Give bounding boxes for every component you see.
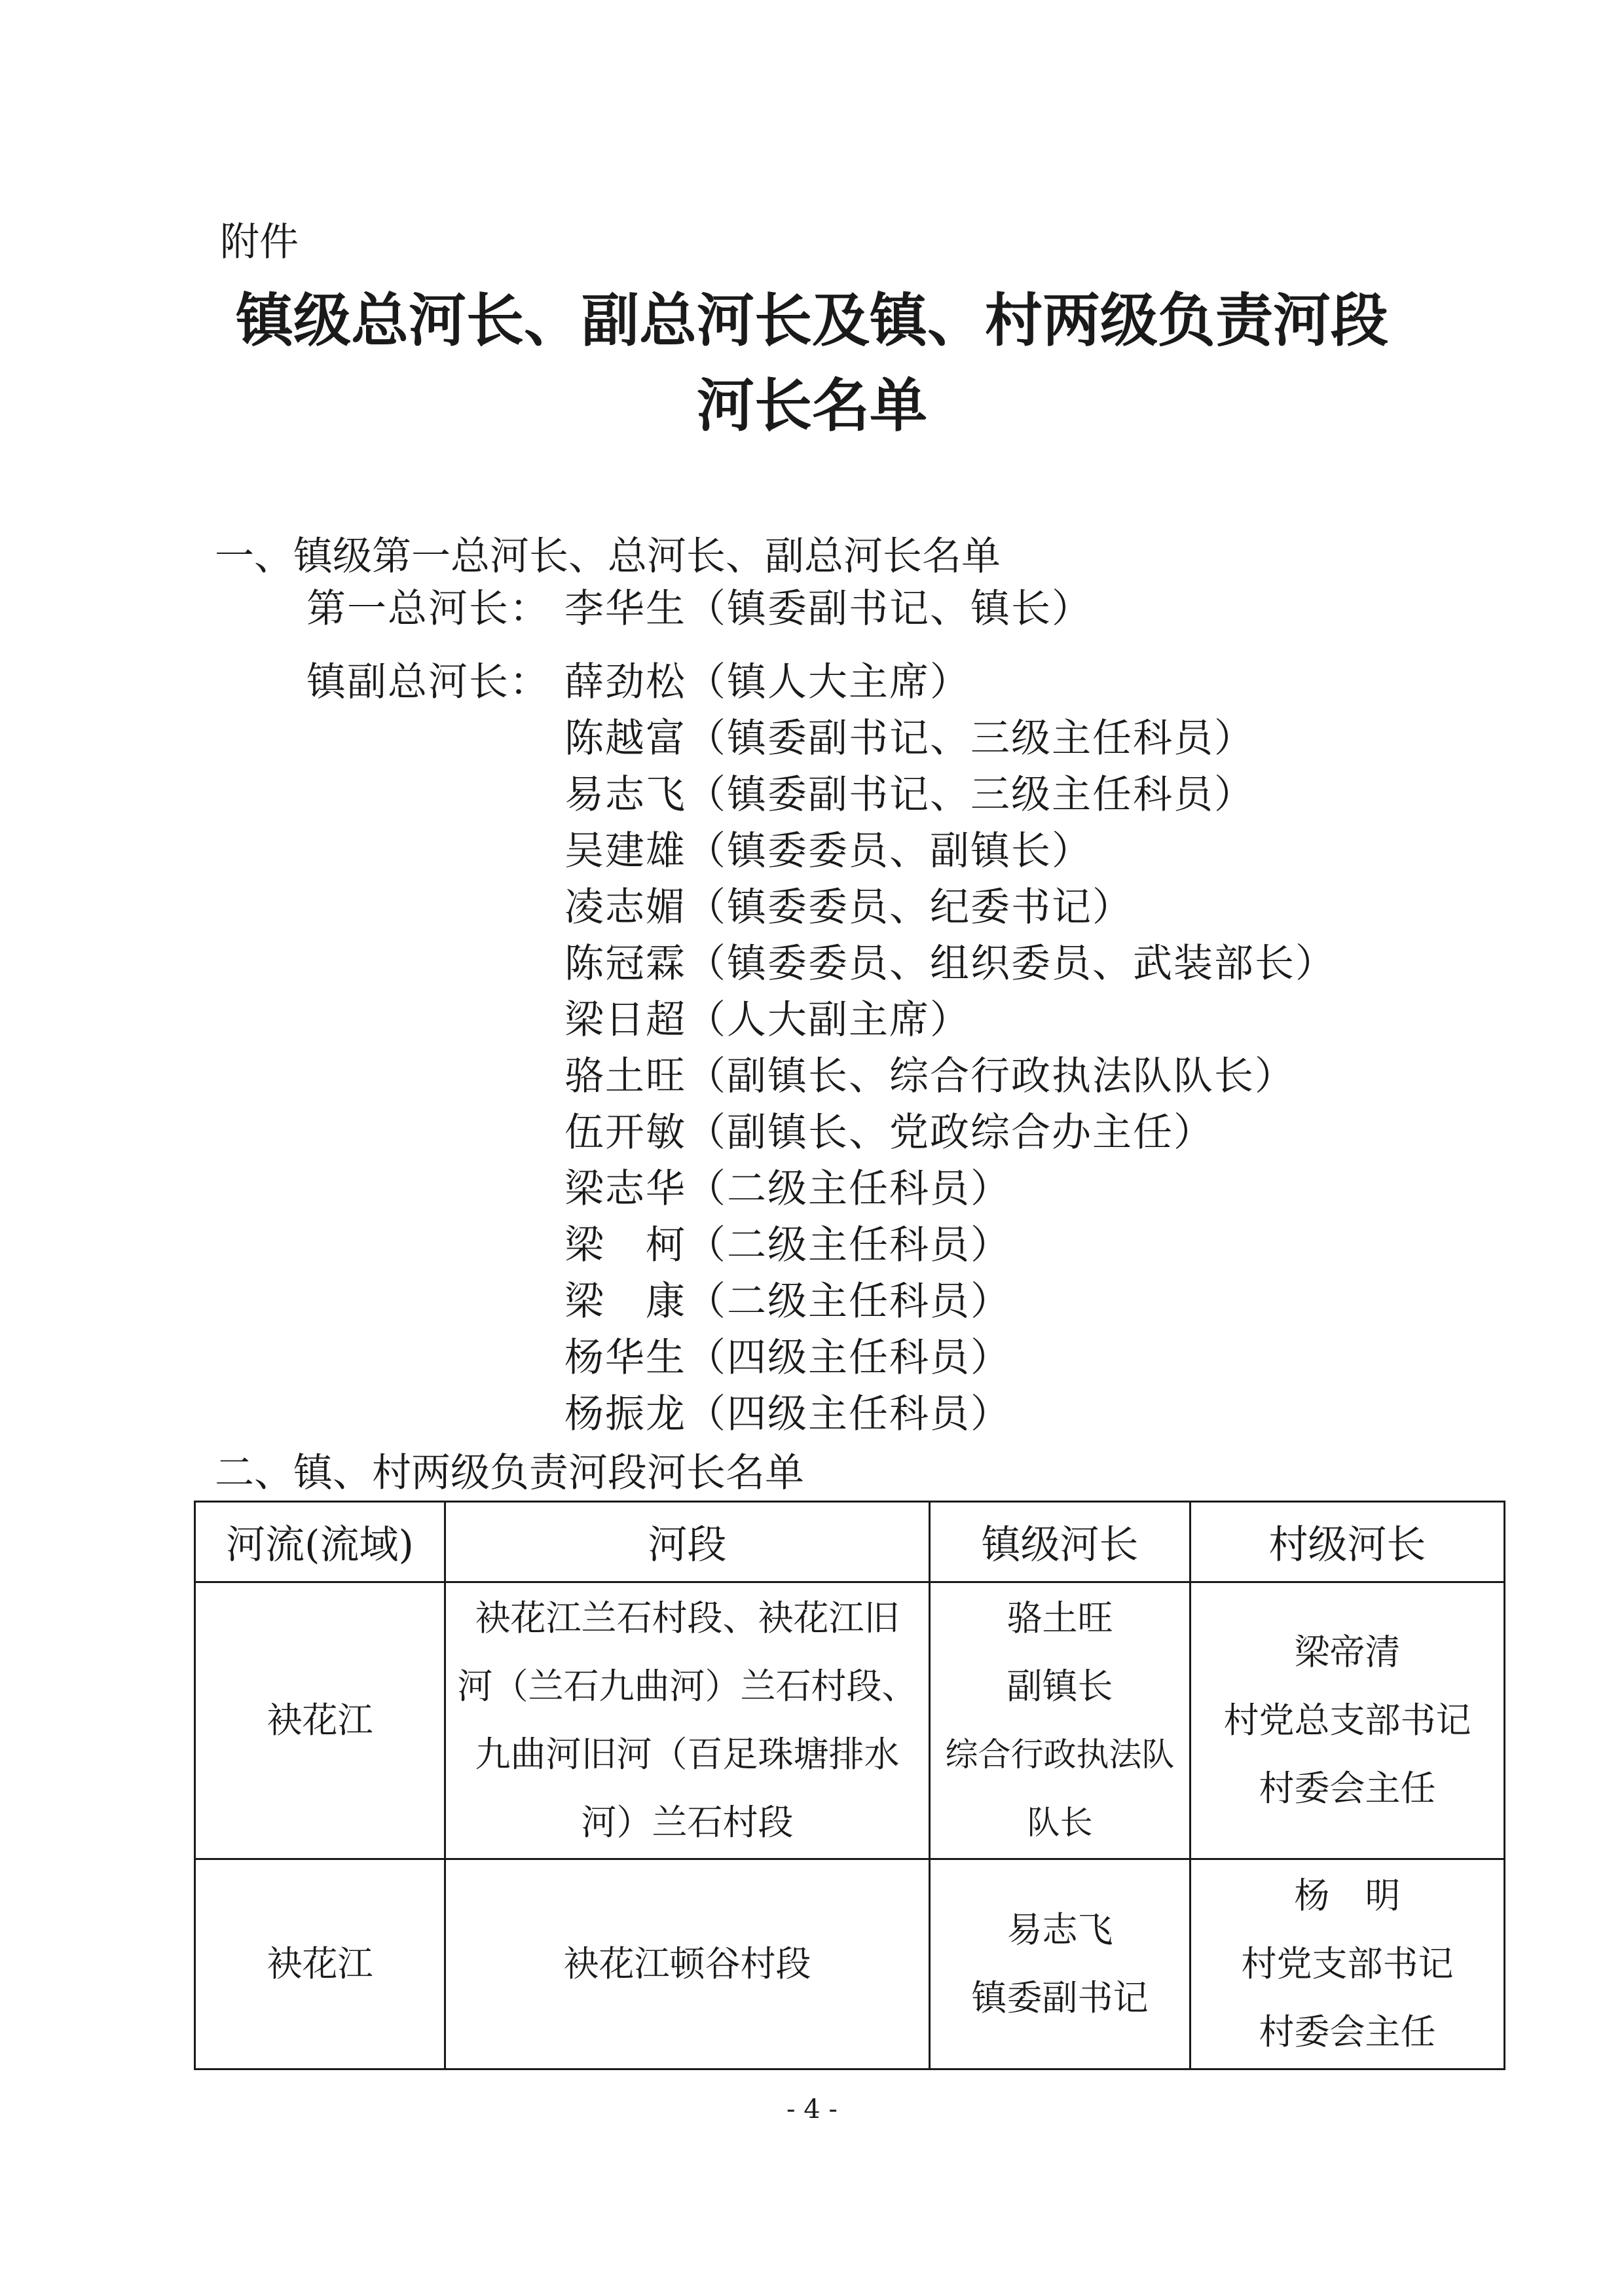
deputy-entry: 伍开敏（副镇长、党政综合办主任） (564, 1110, 1214, 1156)
deputy-entry: 骆土旺（副镇长、综合行政执法队队长） (564, 1053, 1295, 1099)
column-header-segment: 河段 (445, 1502, 930, 1582)
village-chief-title: 村委会主任 (1259, 2011, 1436, 2052)
page-number: - 4 - (786, 2094, 838, 2124)
table-row (195, 1582, 1505, 1859)
segment-line: 河）兰石村段 (581, 1802, 794, 1843)
deputy-entry: 杨振龙（四级主任科员） (564, 1391, 1011, 1437)
segment-cell (445, 1582, 930, 1859)
village-chief-title: 村党支部书记 (1241, 1943, 1454, 1984)
segment-cell (445, 1859, 930, 2069)
table-header-row (195, 1502, 1505, 1582)
table-row (195, 1859, 1505, 2069)
deputy-entry: 陈越富（镇委副书记、三级主任科员） (564, 716, 1255, 761)
document-title-line2: 河长名单 (696, 372, 927, 439)
town-chief-cell (930, 1582, 1190, 1859)
deputy-entry: 薛劲松（镇人大主席） (564, 659, 970, 705)
village-chief-title: 村委会主任 (1259, 1768, 1436, 1809)
deputy-entry: 梁日超（人大副主席） (564, 997, 970, 1043)
town-chief-cell (930, 1859, 1190, 2069)
town-chief-name: 骆土旺 (1006, 1597, 1113, 1639)
village-chief-cell (1190, 1582, 1505, 1859)
river-cell: 袂花江 (195, 1582, 445, 1859)
deputy-entry: 梁 康（二级主任科员） (564, 1279, 1011, 1324)
river-chief-table (194, 1501, 1505, 2070)
column-header-village-chief: 村级河长 (1190, 1502, 1505, 1582)
village-chief-title: 村党总支部书记 (1223, 1700, 1471, 1741)
section2-heading: 二、镇、村两级负责河段河长名单 (215, 1450, 804, 1496)
deputy-entry: 梁 柯（二级主任科员） (564, 1222, 1011, 1268)
deputy-chief-label: 镇副总河长： (306, 659, 550, 705)
town-chief-title: 镇委副书记 (971, 1977, 1149, 2018)
town-chief-title: 队长 (1027, 1804, 1093, 1842)
village-chief-cell (1190, 1859, 1505, 2069)
deputy-entry: 杨华生（四级主任科员） (564, 1335, 1011, 1381)
column-header-town-chief: 镇级河长 (930, 1502, 1190, 1582)
segment-line: 九曲河旧河（百足珠塘排水 (475, 1734, 900, 1775)
town-chief-title: 综合行政执法队 (945, 1736, 1175, 1774)
village-chief-name: 梁帝清 (1294, 1631, 1401, 1673)
town-chief-name: 易志飞 (1006, 1909, 1113, 1950)
attachment-label: 附件 (220, 219, 299, 265)
deputy-entry: 吴建雄（镇委委员、副镇长） (564, 828, 1092, 874)
deputy-entry: 凌志媚（镇委委员、纪委书记） (564, 884, 1133, 930)
village-chief-name: 杨 明 (1294, 1875, 1401, 1916)
deputy-entry: 梁志华（二级主任科员） (564, 1166, 1011, 1212)
first-chief-entry: 李华生（镇委副书记、镇长） (564, 586, 1092, 632)
deputy-entry: 陈冠霖（镇委委员、组织委员、武装部长） (564, 941, 1336, 987)
deputy-entry: 易志飞（镇委副书记、三级主任科员） (564, 772, 1255, 818)
town-chief-title: 副镇长 (1006, 1666, 1113, 1707)
document-title-line1: 镇级总河长、副总河长及镇、村两级负责河段 (235, 287, 1388, 354)
section1-heading: 一、镇级第一总河长、总河长、副总河长名单 (215, 534, 1001, 579)
first-chief-label: 第一总河长： (306, 586, 550, 632)
segment-line: 袂花江顿谷村段 (563, 1943, 811, 1984)
segment-line: 袂花江兰石村段、袂花江旧 (475, 1597, 900, 1639)
column-header-river: 河流(流域) (195, 1502, 445, 1582)
segment-line: 河（兰石九曲河）兰石村段、 (457, 1666, 917, 1707)
river-cell: 袂花江 (195, 1859, 445, 2069)
